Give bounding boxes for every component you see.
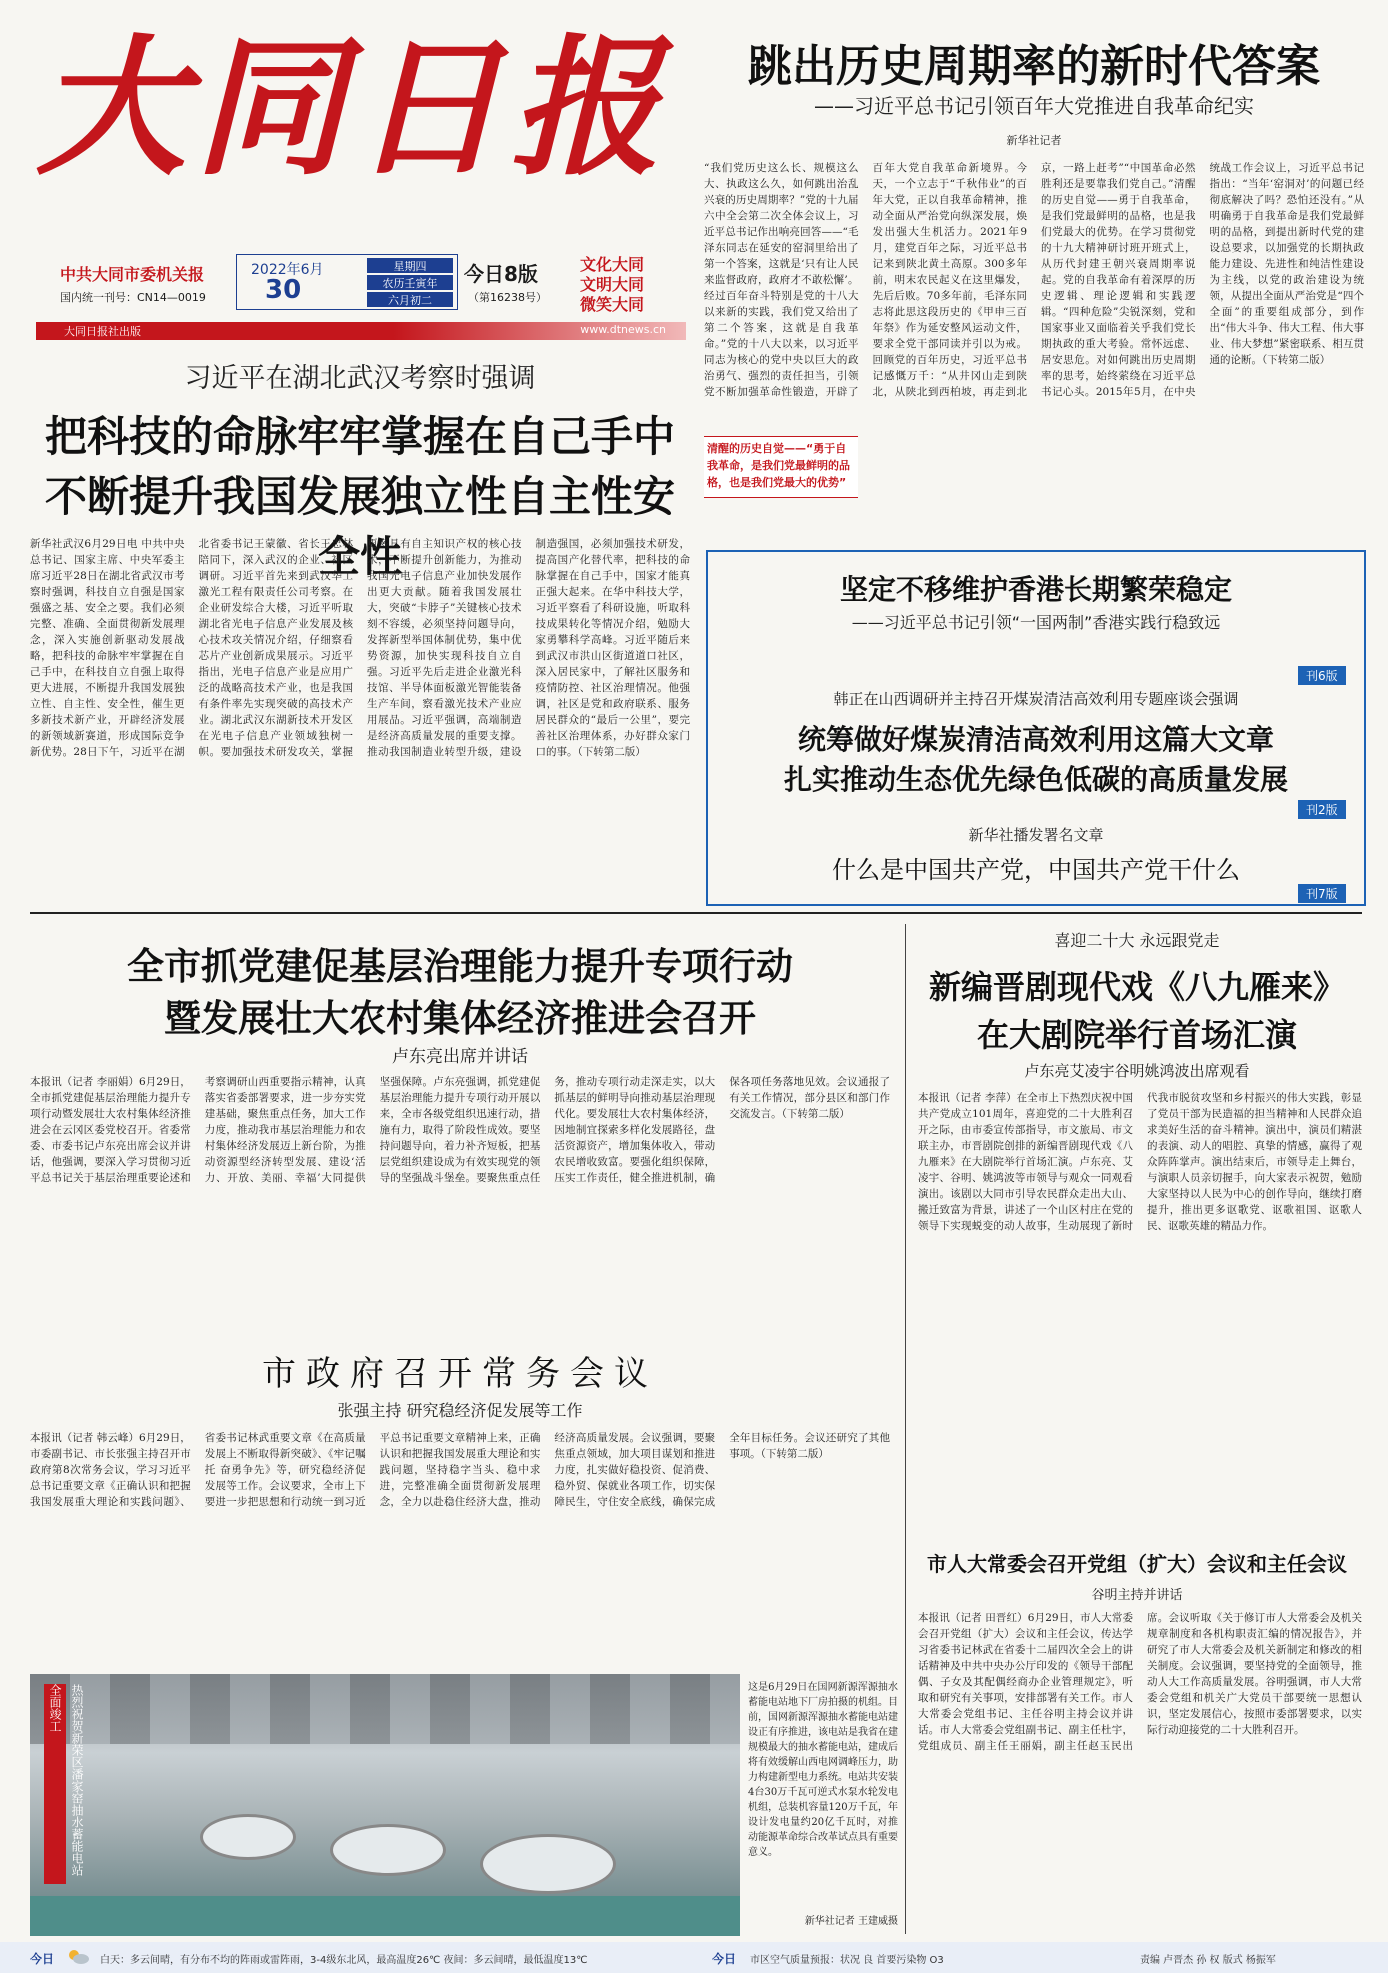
xi-kicker: 习近平在湖北武汉考察时强调: [184, 363, 536, 394]
party-title-2: 暨发展壮大农村集体经济推进会召开: [164, 997, 756, 1040]
photo-banner-text: 热烈祝贺新荣区潘家窑抽水蓄能电站全面竣工: [48, 1684, 84, 1876]
cpc-title: 什么是中国共产党，中国共产党干什么: [832, 856, 1240, 884]
masthead-cn: 国内统一刊号：CN14—0019: [60, 291, 206, 304]
masthead-lunar-year: 农历壬寅年: [367, 275, 453, 290]
party-subtitle: 卢东亮出席并讲话: [392, 1047, 528, 1067]
masthead-organ: 中共大同市委机关报: [60, 265, 205, 284]
lead-quote: [704, 436, 858, 498]
photo-caption: 这是6月29日在国网新源浑源抽水蓄能电站地下厂房拍摄的机组。目前，国网新源浑源抽水蓄能电站建设正有序推进，该电站是我省在建规模最大的抽水蓄能电站，建成后将有效缓解山西电网调峰压力，助力构建新型电力系统。电站共安装4台30万千瓦可逆式水泵水轮发电机组，总装机容量120万千瓦，年设计发电量约20亿千瓦时，对推动能源革命综合改革试点具有重要意义。: [748, 1682, 898, 1858]
divider: [30, 912, 1362, 914]
congress-body: 本报讯（记者 田晋红）6月29日，市人大常委会召开党组（扩大）会议和主任会议，传达学习省委书记林武在省委十二届四次全会上的讲话精神及中共中央办公厅印发的《领导干部配偶、子女及其配偶经商办企业管理规定》，听取和研究有关事项，安排部署有关工作。市人大常委会党组书记、主任谷明主持会议并讲话。市人大常委会党组副书记、副主任杜宇，党组成员、副主任王丽娟，副主任赵玉民出席。会议听取《关于修订市人大常委会及机关规章制度和各机构职责汇编的情况报告》，并研究了市人大常委会及机关新制定和修改的相关制度。会议强调，要坚持党的全面领导，推动人大工作高质量发展。谷明强调，市人大常委会党组和机关广大党员干部要统一思想认识，坚定发展信心，按照市委部署要求，以实际行动迎接党的二十大胜利召开。: [918, 1612, 1362, 1752]
coal-kicker: 韩正在山西调研并主持召开煤炭清洁高效利用专题座谈会强调: [833, 690, 1239, 708]
party-body: 本报讯（记者 李丽娟）6月29日，全市抓党建促基层治理能力提升专项行动暨发展壮大农村集体经济推进会在云冈区委党校召开。省委常委、市委书记卢东亮出席会议并讲话，他强调，要深入学习贯彻习近平总书记关于基层治理重要论述和考察调研山西重要指示精神，认真落实省委部署要求，进一步夯实党建基础，聚焦重点任务，加大工作力度，推动我市基层治理能力和农村集体经济发展迈上新台阶，为推动资源型经济转型发展、建设‘活力、开放、美丽、幸福’大同提供坚强保障。卢东亮强调，抓党建促基层治理能力提升专项行动开展以来，全市各级党组织迅速行动，措施有力，取得了阶段性成效。要坚持问题导向，着力补齐短板，把基层党组织建设成为有效实现党的领导的坚强战斗堡垒。要聚焦重点任务，推动专项行动走深走实，以大抓基层的鲜明导向推动基层治理现代化。要发展壮大农村集体经济，因地制宜探索多样化发展路径，盘活资源资产，增加集体收入，带动农民增收致富。要强化组织保障，压实工作责任，健全推进机制，确保各项任务落地见效。会议通报了有关工作情况，部分县区和部门作交流发言。（下转第二版）: [30, 1076, 890, 1184]
footer: [0, 1942, 1388, 1973]
opera-title-1: 新编晋剧现代戏《八九雁来》: [928, 968, 1345, 1006]
photo-credit: 新华社记者 王建威摄: [804, 1916, 898, 1927]
masthead-weekday: 星期四: [367, 258, 453, 273]
hk-page-tag[interactable]: 刊6版: [1298, 666, 1346, 685]
gov-subtitle: 张强主持 研究稳经济促发展等工作: [337, 1401, 583, 1420]
photo-unit-3: [480, 1834, 616, 1894]
masthead-website[interactable]: www.dtnews.cn: [580, 323, 666, 336]
congress-subtitle: 谷明主持并讲话: [1091, 1588, 1183, 1603]
opera-body: 本报讯（记者 李萍）在全市上下热烈庆祝中国共产党成立101周年，喜迎党的二十大胜利召开之际，由市委宣传部指导，市文旅局、市文联主办，市晋剧院创排的新编晋剧现代戏《八九雁来》在大剧院举行首场汇演。卢东亮、艾凌宇、谷明、姚鸿波等市领导与观众一同观看演出。该剧以大同市引导农民群众走出大山、搬迁致富为背景，讲述了一个山区村庄在党的领导下实现蜕变的动人故事，生动展现了新时代我市脱贫攻坚和乡村振兴的伟大实践，彰显了党员干部为民造福的担当精神和人民群众追求美好生活的奋斗精神。演出中，演员们精湛的表演、动人的唱腔、真挚的情感，赢得了观众阵阵掌声。演出结束后，市领导走上舞台，与演职人员亲切握手，向大家表示祝贺，勉励大家坚持以人民为中心的创作导向，继续打磨提升，推出更多讴歌党、讴歌祖国、讴歌人民、讴歌英雄的精品力作。: [918, 1092, 1362, 1232]
xi-title-2: 不断提升我国发展独立性自主性安全性: [44, 472, 675, 581]
coal-title-2: 扎实推动生态优先绿色低碳的高质量发展: [783, 763, 1288, 796]
photo-unit-2: [330, 1824, 446, 1876]
hk-subtitle: ——习近平总书记引领“一国两制”香港实践行稳致远: [851, 613, 1221, 632]
masthead-publisher: 大同日报社出版: [64, 325, 141, 338]
masthead-slogan-1: 文化大同: [580, 255, 645, 274]
xi-body: 新华社武汉6月29日电 中共中央总书记、国家主席、中央军委主席习近平28日在湖北省武汉市考察时强调，科技自立自强是国家强盛之基、安全之要。我们必须完整、准确、全面贯彻新发展理念，深入实施创新驱动发展战略，把科技的命脉牢牢掌握在自己手中，在科技自立自强上取得更大进展，不断提升我国发展独立性、自主性、安全性，催生更多新技术新产业，开辟经济发展的新领域新赛道，形成国际竞争新优势。28日下午，习近平在湖北省委书记王蒙徽、省长王忠林陪同下，深入武汉的企业、社区调研。习近平首先来到武汉华工激光工程有限责任公司考察。在企业研发综合大楼，习近平听取湖北省光电子信息产业发展及核心技术攻关情况介绍，仔细察看芯片产业创新成果展示。习近平指出，光电子信息产业是应用广泛的战略高技术产业，也是我国有条件率先实现突破的高技术产业。湖北武汉东湖新技术开发区在光电子信息产业领域独树一帜。要加强技术研发攻关，掌握更多具有自主知识产权的核心技术，不断提升创新能力，为推动我国光电子信息产业加快发展作出更大贡献。随着我国发展壮大，突破“卡脖子”关键核心技术刻不容缓，必须坚持问题导向，发挥新型举国体制优势，集中优势资源，加快实现科技自立自强。习近平先后走进企业激光科技馆、半导体面板激光智能装备生产车间，察看激光技术产业应用展品。习近平强调，高端制造是经济高质量发展的重要支撑。推动我国制造业转型升级，建设制造强国，必须加强技术研发，提高国产化替代率，把科技的命脉掌握在自己手中，国家才能真正强大起来。在华中科技大学，习近平察看了科研设施，听取科技成果转化等情况介绍，勉励大家勇攀科学高峰。习近平随后来到武汉市洪山区街道道口社区，深入居民家中，了解社区服务和疫情防控、社区治理情况。他强调，社区是党和政府联系、服务居民群众的“最后一公里”，要完善社区治理体系，办好群众家门口的事。（下转第二版）: [30, 538, 690, 758]
photo-floor: [30, 1896, 740, 1936]
masthead-title: 大同日报: [36, 20, 669, 196]
coal-page-tag[interactable]: 刊2版: [1298, 800, 1346, 819]
photo-ceiling: [30, 1674, 740, 1744]
opera-subtitle: 卢东亮艾凌宇谷明姚鸿波出席观看: [1024, 1062, 1250, 1080]
opera-title-2: 在大剧院举行首场汇演: [976, 1016, 1297, 1054]
power-station-photo: [30, 1674, 740, 1936]
footer-weather: 白天：多云间晴，有分布不均的阵雨或雷阵雨，3-4级东北风，最高温度26℃ 夜间：多云间晴，最低温度13℃: [100, 1955, 588, 1966]
gov-title: 市政府召开常务会议: [262, 1354, 658, 1394]
lead-byline: 新华社记者: [1006, 134, 1062, 147]
column-divider: [905, 924, 906, 1934]
photo-unit-1: [200, 1814, 296, 1860]
footer-editors: 责编 卢晋杰 孙 权 版式 杨振军: [1140, 1955, 1276, 1966]
xi-title-1: 把科技的命脉牢牢掌握在自己手中: [44, 412, 675, 461]
masthead-day: 30: [265, 275, 302, 305]
footer-weather-label: 今日: [30, 1952, 55, 1966]
masthead-date-box: [236, 254, 458, 310]
masthead-slogan-2: 文明大同: [580, 275, 645, 294]
gov-body: 本报讯（记者 韩云峰）6月29日，市委副书记、市长张强主持召开市政府第8次常务会议，学习习近平总书记重要文章《正确认识和把握我国发展重大理论和实践问题》、省委书记林武重要文章《在高质量发展上不断取得新突破》、《牢记嘱托 奋勇争先》等，研究稳经济促发展等工作。会议要求，全市上下要进一步把思想和行动统一到习近平总书记重要文章精神上来，正确认识和把握我国发展重大理论和实践问题，坚持稳字当头、稳中求进，完整准确全面贯彻新发展理念，全力以赴稳住经济大盘，推动经济高质量发展。会议强调，要聚焦重点领域，加大项目谋划和推进力度，扎实做好稳投资、促消费、稳外贸、保就业各项工作，切实保障民生，守住安全底线，确保完成全年目标任务。会议还研究了其他事项。（下转第二版）: [30, 1432, 890, 1508]
cpc-kicker: 新华社播发署名文章: [968, 826, 1104, 844]
party-title-1: 全市抓党建促基层治理能力提升专项行动: [127, 945, 793, 988]
footer-air: 市区空气质量预报：状况 良 首要污染物 O3: [750, 1955, 944, 1966]
lead-quote-text: 清醒的历史自觉——“勇于自我革命，是我们党最鲜明的品格，也是我们党最大的优势”: [707, 442, 850, 489]
masthead-issue: （第16238号）: [468, 291, 547, 304]
masthead-logo: [36, 20, 676, 196]
congress-title: 市人大常委会召开党组（扩大）会议和主任会议: [927, 1552, 1347, 1576]
photo-banner: [44, 1684, 84, 1884]
lead-body: “我们党历史这么长、规模这么大、执政这么久，如何跳出治乱兴衰的历史周期率？”党的十九届六中全会第二次全体会议上，习近平总书记作出响亮回答——“毛泽东同志在延安的窑洞里给出了第一个答案，这就是‘只有让人民来监督政府，政府才不敢松懈’。经过百年奋斗特别是党的十八大以来新的实践，我们党又给出了第二个答案，这就是自我革命。”党的十八大以来，以习近平同志为核心的党中央以巨大的政治勇气、强烈的责任担当，引领党不断加强革命性锻造，开辟了百年大党自我革命新境界。今天，一个立志于“千秋伟业”的百年大党，正以自我革命精神，推动全面从严治党向纵深发展，焕发出强大生机活力。2021年9月，建党百年之际，习近平总书记来到陕北黄土高原。300多年前，明末农民起义在这里爆发，先后后败。70多年前，毛泽东同志将此思这段历史的《甲申三百年祭》作为延安整风运动文件，要求全党干部同读并引以为戒。回顾党的百年历史，习近平总书记感慨万千：“从井冈山走到陕北，从陕北到西柏坡，再走到北京，一路上赶考”“中国革命必然胜利还是要靠我们党自己。”清醒的历史自觉——勇于自我革命，是我们党最鲜明的品格，也是我们党最大的优势。在学习贯彻党的十九大精神研讨班开班式上，从历代封建王朝兴衰周期率说起。党的自我革命有着深厚的历史逻辑、理论逻辑和实践逻辑。“四种危险”尖锐深刻，党和国家事业又面临着关乎我们党长期执政的重大考验。常怀远虑、居安思危。对如何跳出历史周期率的思考，始终萦绕在习近平总书记心头。2015年5月，在中央统战工作会议上，习近平总书记指出：“当年‘窑洞对’的问题已经彻底解决了吗？恐怕还没有。”从明确勇于自我革命是我们党最鲜明的品格，到提出新时代党的建设总要求，以加强党的长期执政能力建设、先进性和纯洁性建设为主线，以党的政治建设为统领，从提出全面从严治党是“四个全面”的重要组成部分，到作出“伟大斗争、伟大工程、伟大事业、伟大梦想”紧密联系、相互贯通的论断。（下转第二版）: [704, 162, 1364, 398]
coal-title-1: 统筹做好煤炭清洁高效利用这篇大文章: [797, 723, 1274, 756]
masthead-slogan-3: 微笑大同: [580, 295, 645, 314]
weather-icon: [66, 1947, 90, 1965]
opera-kicker: 喜迎二十大 永远跟党走: [1054, 931, 1220, 950]
footer-air-label: 今日: [712, 1952, 737, 1966]
lead-title: 跳出历史周期率的新时代答案: [748, 41, 1320, 92]
hk-title: 坚定不移维护香港长期繁荣稳定: [839, 573, 1232, 606]
masthead-year-month: 2022年6月: [251, 262, 324, 278]
masthead-bar: [36, 322, 686, 340]
lead-subtitle: ——习近平总书记引领百年大党推进自我革命纪实: [814, 94, 1254, 118]
cpc-page-tag[interactable]: 刊7版: [1298, 884, 1346, 903]
masthead-lunar-day: 六月初二: [367, 292, 453, 307]
masthead-pages: 今日8版: [464, 262, 538, 286]
